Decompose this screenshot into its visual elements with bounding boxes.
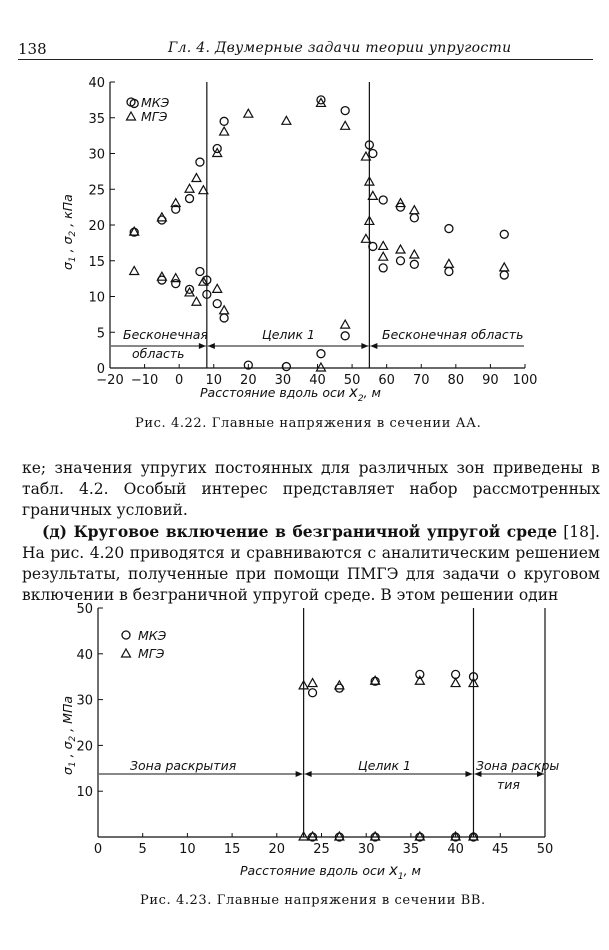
arrow-head-left-2 xyxy=(370,343,377,349)
y-tick-label: 50 xyxy=(76,602,93,617)
arrow-head-right-0 xyxy=(296,771,303,777)
y-tick-label: 0 xyxy=(96,362,105,377)
x-tick-label: 15 xyxy=(223,842,241,857)
y-tick-label: 15 xyxy=(88,254,105,270)
x-tick-label: −10 xyxy=(130,373,159,388)
fem-point xyxy=(369,242,377,250)
bem-point xyxy=(192,297,201,305)
y-tick-label: 30 xyxy=(76,693,93,709)
fem-point xyxy=(317,350,325,358)
bem-point xyxy=(282,116,291,124)
fem-point xyxy=(341,107,349,115)
bem-point xyxy=(451,679,460,687)
fem-point xyxy=(410,260,418,268)
figure-4-22 xyxy=(0,0,609,420)
fig1-zone-left-a: Бесконечная xyxy=(123,327,208,342)
figure-4-22-caption: Рис. 4.22. Главные напряжения в сечении АА. xyxy=(135,416,482,431)
x-tick-label: 50 xyxy=(343,373,361,388)
fem-point xyxy=(172,280,180,288)
bem-point xyxy=(192,174,201,182)
x-tick-label: 0 xyxy=(93,842,103,857)
y-tick-label: 20 xyxy=(76,739,93,755)
fig1-zone-center: Целик 1 xyxy=(262,327,315,342)
x-tick-label: 40 xyxy=(309,373,326,388)
arrow-head-right-0 xyxy=(199,343,206,349)
legend-bem-marker xyxy=(127,112,136,120)
legend-bem-marker xyxy=(122,649,131,657)
fig2-zone-right-a: Зона раскры xyxy=(476,758,560,773)
x-tick-label: 100 xyxy=(512,373,538,388)
x-tick-label: 70 xyxy=(412,373,430,388)
bem-point xyxy=(335,832,344,840)
fem-point xyxy=(341,332,349,340)
bem-point xyxy=(444,259,453,267)
fem-point xyxy=(196,158,204,166)
fig2-legend-bem: МГЭ xyxy=(138,646,165,661)
x-tick-label: 30 xyxy=(357,842,375,857)
fem-point xyxy=(452,670,460,678)
chapter-title: Гл. 4. Двумерные задачи теории упругости xyxy=(168,40,512,56)
bem-point xyxy=(379,252,388,260)
fem-point xyxy=(213,300,221,308)
fig1-legend-fem: МКЭ xyxy=(141,95,170,110)
fig1-y-label: $\sigma_1$ , $\sigma_2$ , кПа xyxy=(60,194,78,270)
fig2-x-label: Расстояние вдоль оси $x_1$, м xyxy=(240,861,421,882)
y-tick-label: 40 xyxy=(88,76,105,91)
fem-point xyxy=(379,264,387,272)
y-tick-label: 35 xyxy=(88,111,105,127)
x-tick-label: 50 xyxy=(536,842,554,857)
bem-point xyxy=(410,206,419,214)
bem-point xyxy=(185,184,194,192)
bem-point xyxy=(308,679,317,687)
bem-point xyxy=(130,266,139,274)
fem-point xyxy=(445,267,453,275)
fem-point xyxy=(220,314,228,322)
fig1-x-label: Расстояние вдоль оси $x_2$, м xyxy=(200,383,381,404)
bem-point xyxy=(130,227,139,235)
arrow-head-right-1 xyxy=(361,343,368,349)
fem-point xyxy=(282,363,290,371)
y-tick-label: 40 xyxy=(76,647,93,663)
arrow-head-left-1 xyxy=(305,771,312,777)
bem-point xyxy=(341,121,350,129)
x-tick-label: 45 xyxy=(492,842,509,857)
fem-point xyxy=(220,117,228,125)
y-tick-label: 10 xyxy=(76,785,93,801)
bem-point xyxy=(171,274,180,282)
body-text xyxy=(22,458,600,606)
bem-point xyxy=(410,250,419,258)
bem-point xyxy=(244,109,253,117)
legend-fem-marker xyxy=(122,631,130,639)
fig1-zone-left-b: область xyxy=(132,346,185,361)
bem-point xyxy=(371,676,380,684)
paragraph-1: ке; значения упругих постоянных для различных зон приведены в табл. 4.2. Особый интерес представляет набор рассмотренных граничных условий. xyxy=(22,459,600,519)
bem-point xyxy=(396,245,405,253)
fem-point xyxy=(196,267,204,275)
bem-point xyxy=(308,832,317,840)
bem-point xyxy=(341,320,350,328)
x-tick-label: −20 xyxy=(96,373,124,388)
x-tick-label: 20 xyxy=(240,373,257,388)
fem-point xyxy=(445,225,453,233)
paragraph-2-body: На рис. 4.20 приводятся и сравниваются с аналитическим решением результаты, полученные при помощи ПМГЭ для задачи о круговом включении в безграничной упругой среде. В этом решении один xyxy=(22,544,600,604)
bem-point xyxy=(220,127,229,135)
page-number: 138 xyxy=(18,40,47,58)
fig2-zone-left: Зона раскрытия xyxy=(130,758,237,773)
x-tick-label: 30 xyxy=(274,373,292,388)
x-tick-label: 5 xyxy=(138,842,147,857)
bem-point xyxy=(220,306,229,314)
section-heading: (д) Круговое включение в безграничной упругой среде xyxy=(42,522,558,541)
bem-point xyxy=(415,832,424,840)
y-tick-label: 30 xyxy=(88,147,105,163)
fem-point xyxy=(186,195,194,203)
x-tick-label: 60 xyxy=(378,373,395,388)
x-tick-label: 10 xyxy=(205,373,223,388)
bem-point xyxy=(379,241,388,249)
x-tick-label: 0 xyxy=(175,373,184,388)
fem-point xyxy=(500,230,508,238)
fem-point xyxy=(500,271,508,279)
arrow-head-right-1 xyxy=(465,771,472,777)
y-tick-label: 10 xyxy=(88,290,105,306)
x-tick-label: 35 xyxy=(402,842,420,857)
x-tick-label: 90 xyxy=(482,373,499,388)
x-tick-label: 10 xyxy=(179,842,196,857)
fig2-zone-center: Целик 1 xyxy=(358,758,411,773)
fem-point xyxy=(369,150,377,158)
fem-point xyxy=(309,689,317,697)
figure-4-23 xyxy=(0,590,609,900)
fig1-zone-right: Бесконечная область xyxy=(382,327,524,342)
y-tick-label: 5 xyxy=(96,326,105,342)
fig2-zone-right-b: тия xyxy=(497,777,520,792)
bem-point xyxy=(500,263,509,271)
arrow-head-left-1 xyxy=(208,343,215,349)
bem-point xyxy=(213,284,222,292)
fem-point xyxy=(379,196,387,204)
figure-4-23-caption: Рис. 4.23. Главные напряжения в сечении ВВ. xyxy=(140,893,486,908)
x-tick-label: 40 xyxy=(447,842,464,857)
fig1-legend-bem: МГЭ xyxy=(141,109,168,124)
fig2-y-label: $\sigma_1$ , $\sigma_2$ , МПа xyxy=(60,695,78,775)
y-tick-label: 20 xyxy=(88,219,105,234)
fig2-legend-fem: МКЭ xyxy=(138,628,167,643)
bem-point xyxy=(371,832,380,840)
x-tick-label: 25 xyxy=(313,842,330,857)
x-tick-label: 80 xyxy=(447,373,465,388)
fem-point xyxy=(397,257,405,265)
x-tick-label: 20 xyxy=(268,842,286,857)
fem-point xyxy=(410,214,418,222)
reference: [18]. xyxy=(563,523,600,541)
y-tick-label: 25 xyxy=(88,183,105,199)
